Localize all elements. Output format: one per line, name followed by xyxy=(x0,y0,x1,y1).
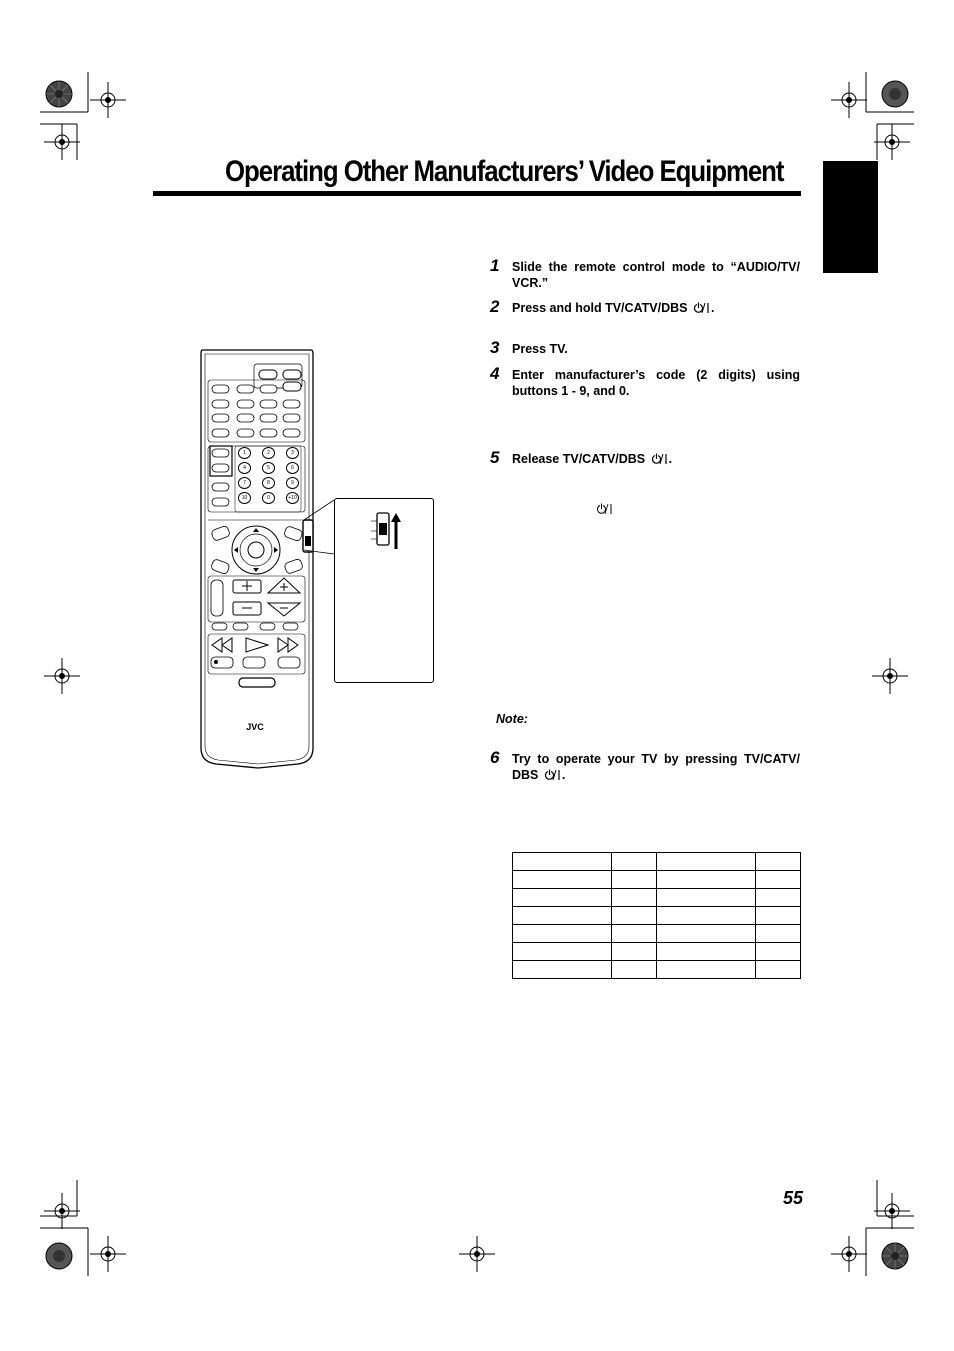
table-row xyxy=(513,871,801,889)
table-cell xyxy=(612,943,657,961)
keypad-key: 2 xyxy=(262,447,275,459)
keypad-key: 5 xyxy=(262,462,275,474)
registration-mark-icon xyxy=(874,1193,910,1229)
table-cell xyxy=(657,871,756,889)
table-row xyxy=(513,907,801,925)
table-cell xyxy=(612,907,657,925)
step-number: 3 xyxy=(490,338,500,357)
table-row xyxy=(513,925,801,943)
registration-mark-icon xyxy=(831,82,867,118)
mode-switch-callout xyxy=(334,498,434,683)
step-number: 2 xyxy=(490,297,500,316)
registration-mark-icon xyxy=(874,124,910,160)
table-cell xyxy=(756,871,801,889)
table-row xyxy=(513,889,801,907)
step-text: Slide the remote control mode to “AUDIO/TV/ VCR.” xyxy=(512,260,800,290)
table-cell xyxy=(513,871,612,889)
keypad-key: 3 xyxy=(286,447,299,459)
step-text: Enter manufacturer’s code (2 digits) using buttons 1 - 9, and 0. xyxy=(512,368,800,398)
keypad-key: 10 xyxy=(238,492,251,504)
keypad-key: 4 xyxy=(238,462,251,474)
arrow-up-icon xyxy=(391,513,401,549)
table-row xyxy=(513,961,801,979)
registration-mark-icon xyxy=(44,1193,80,1229)
step-text: Press TV. xyxy=(512,342,568,356)
title-rule xyxy=(153,191,801,196)
table-cell xyxy=(657,943,756,961)
page-number: 55 xyxy=(783,1188,804,1208)
power-standby-icon xyxy=(649,453,669,465)
table-cell xyxy=(756,943,801,961)
table-cell xyxy=(513,961,612,979)
registration-mark-icon xyxy=(90,82,126,118)
step-text: Press and hold TV/CATV/DBS . xyxy=(512,301,715,315)
power-standby-icon xyxy=(542,769,562,781)
callout-connector xyxy=(304,498,336,558)
registration-mark-icon xyxy=(44,124,80,160)
step-number: 4 xyxy=(490,364,500,383)
step-number: 6 xyxy=(490,748,500,767)
table-cell xyxy=(657,925,756,943)
power-standby-icon xyxy=(594,503,614,515)
registration-mark-icon xyxy=(872,658,908,694)
table-cell xyxy=(756,889,801,907)
keypad-key: 6 xyxy=(286,462,299,474)
registration-mark-icon xyxy=(459,1236,495,1272)
table-cell xyxy=(756,907,801,925)
keypad-key: 9 xyxy=(286,477,299,489)
remote-brand: JVC xyxy=(246,722,264,732)
color-target-icon xyxy=(45,1242,73,1270)
registration-mark-icon xyxy=(44,658,80,694)
table-cell xyxy=(612,853,657,871)
table-row xyxy=(513,853,801,871)
table-cell xyxy=(612,889,657,907)
step-number: 1 xyxy=(490,256,500,275)
remote-keypad xyxy=(235,446,301,512)
table-cell xyxy=(657,907,756,925)
step-text: Release TV/CATV/DBS . xyxy=(512,452,673,466)
keypad-key: +10 xyxy=(286,492,299,504)
step-text: Try to operate your TV by pressing TV/CATV/ DBS . xyxy=(512,752,800,782)
power-standby-icon xyxy=(691,302,711,314)
section-tab xyxy=(823,161,878,273)
registration-mark-icon xyxy=(831,1236,867,1272)
manufacturer-code-table xyxy=(512,852,801,979)
registration-mark-icon xyxy=(90,1236,126,1272)
table-cell xyxy=(756,925,801,943)
color-target-icon xyxy=(881,80,909,108)
table-cell xyxy=(657,853,756,871)
keypad-key: 7 xyxy=(238,477,251,489)
step-number: 5 xyxy=(490,448,500,467)
note-label: Note: xyxy=(496,712,528,726)
table-cell xyxy=(513,853,612,871)
table-cell xyxy=(612,961,657,979)
table-cell xyxy=(513,943,612,961)
table-cell xyxy=(513,889,612,907)
table-row xyxy=(513,943,801,961)
color-target-icon xyxy=(45,80,73,108)
table-cell xyxy=(612,925,657,943)
keypad-key: 1 xyxy=(238,447,251,459)
table-cell xyxy=(756,853,801,871)
table-cell xyxy=(657,961,756,979)
table-cell xyxy=(756,961,801,979)
table-cell xyxy=(657,889,756,907)
keypad-key: 0 xyxy=(262,492,275,504)
keypad-key: 8 xyxy=(262,477,275,489)
color-target-icon xyxy=(881,1242,909,1270)
mode-switch-closeup xyxy=(369,511,409,551)
table-cell xyxy=(612,871,657,889)
table-cell xyxy=(513,907,612,925)
page-title: Operating Other Manufacturers’ Video Equipment xyxy=(225,155,784,188)
table-cell xyxy=(513,925,612,943)
remote-control-illustration xyxy=(198,348,316,788)
